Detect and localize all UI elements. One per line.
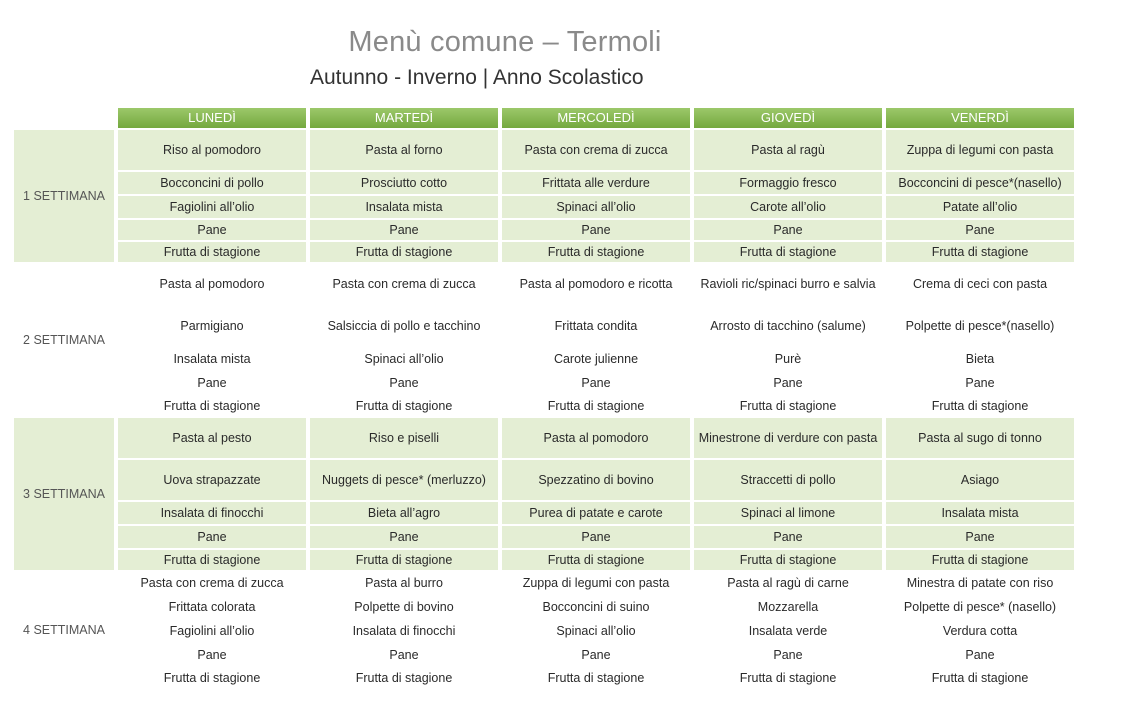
menu-cell: Nuggets di pesce* (merluzzo) bbox=[310, 460, 498, 500]
menu-cell: Pane bbox=[886, 220, 1074, 240]
menu-row bbox=[14, 460, 1074, 500]
menu-cell: Insalata verde bbox=[694, 620, 882, 642]
menu-body bbox=[14, 130, 1074, 688]
menu-cell: Ravioli ric/spinaci burro e salvia bbox=[694, 264, 882, 304]
menu-cell: Pasta al burro bbox=[310, 572, 498, 594]
menu-row bbox=[14, 172, 1074, 194]
day-header: GIOVEDÌ bbox=[694, 108, 882, 128]
menu-cell: Pane bbox=[886, 644, 1074, 666]
menu-cell: Carote julienne bbox=[502, 348, 690, 370]
menu-cell: Frutta di stagione bbox=[310, 242, 498, 262]
menu-cell: Pasta al pomodoro e ricotta bbox=[502, 264, 690, 304]
menu-cell: Bieta bbox=[886, 348, 1074, 370]
menu-cell: Frutta di stagione bbox=[886, 242, 1074, 262]
menu-cell: Purè bbox=[694, 348, 882, 370]
menu-row bbox=[14, 306, 1074, 346]
menu-cell: Frittata condita bbox=[502, 306, 690, 346]
menu-cell: Asiago bbox=[886, 460, 1074, 500]
menu-cell: Pasta al pesto bbox=[118, 418, 306, 458]
menu-cell: Minestrone di verdure con pasta bbox=[694, 418, 882, 458]
week-label: 1 SETTIMANA bbox=[14, 130, 114, 262]
menu-row bbox=[14, 196, 1074, 218]
menu-cell: Frutta di stagione bbox=[310, 396, 498, 416]
menu-cell: Pasta al pomodoro bbox=[502, 418, 690, 458]
menu-row bbox=[14, 130, 1074, 170]
menu-cell: Crema di ceci con pasta bbox=[886, 264, 1074, 304]
menu-cell: Arrosto di tacchino (salume) bbox=[694, 306, 882, 346]
menu-cell: Pasta al pomodoro bbox=[118, 264, 306, 304]
menu-cell: Spinaci all’olio bbox=[502, 620, 690, 642]
menu-cell: Frutta di stagione bbox=[118, 550, 306, 570]
menu-row bbox=[14, 396, 1074, 416]
day-header-row bbox=[14, 108, 1074, 128]
menu-cell: Polpette di bovino bbox=[310, 596, 498, 618]
menu-cell: Frutta di stagione bbox=[694, 396, 882, 416]
menu-cell: Pane bbox=[886, 526, 1074, 548]
corner-cell bbox=[14, 108, 114, 128]
menu-row bbox=[14, 502, 1074, 524]
menu-cell: Bocconcini di suino bbox=[502, 596, 690, 618]
menu-row bbox=[14, 572, 1074, 594]
menu-cell: Frittata alle verdure bbox=[502, 172, 690, 194]
week-label: 2 SETTIMANA bbox=[14, 264, 114, 416]
menu-cell: Frutta di stagione bbox=[502, 396, 690, 416]
menu-cell: Pane bbox=[502, 372, 690, 394]
menu-cell: Patate all’olio bbox=[886, 196, 1074, 218]
menu-cell: Pane bbox=[694, 220, 882, 240]
menu-cell: Pane bbox=[118, 372, 306, 394]
menu-cell: Frutta di stagione bbox=[118, 668, 306, 688]
day-header: VENERDÌ bbox=[886, 108, 1074, 128]
page-title: Menù comune – Termoli bbox=[348, 26, 662, 58]
page-subtitle: Autunno - Inverno | Anno Scolastico bbox=[310, 66, 644, 89]
menu-cell: Insalata di finocchi bbox=[118, 502, 306, 524]
menu-cell: Prosciutto cotto bbox=[310, 172, 498, 194]
menu-cell: Frutta di stagione bbox=[310, 668, 498, 688]
menu-cell: Frutta di stagione bbox=[886, 396, 1074, 416]
menu-cell: Pasta al ragù bbox=[694, 130, 882, 170]
menu-cell: Spinaci all’olio bbox=[310, 348, 498, 370]
menu-cell: Pane bbox=[118, 220, 306, 240]
menu-cell: Spezzatino di bovino bbox=[502, 460, 690, 500]
menu-cell: Polpette di pesce*(nasello) bbox=[886, 306, 1074, 346]
menu-row bbox=[14, 220, 1074, 240]
menu-cell: Frittata colorata bbox=[118, 596, 306, 618]
day-header: MERCOLEDÌ bbox=[502, 108, 690, 128]
menu-cell: Straccetti di pollo bbox=[694, 460, 882, 500]
menu-cell: Polpette di pesce* (nasello) bbox=[886, 596, 1074, 618]
menu-cell: Pane bbox=[310, 526, 498, 548]
menu-row bbox=[14, 372, 1074, 394]
menu-cell: Pasta al forno bbox=[310, 130, 498, 170]
menu-cell: Pane bbox=[694, 526, 882, 548]
menu-row bbox=[14, 596, 1074, 618]
week-label: 3 SETTIMANA bbox=[14, 418, 114, 570]
menu-cell: Pasta al ragù di carne bbox=[694, 572, 882, 594]
menu-cell: Spinaci al limone bbox=[694, 502, 882, 524]
menu-cell: Pane bbox=[502, 220, 690, 240]
menu-row bbox=[14, 242, 1074, 262]
day-header: LUNEDÌ bbox=[118, 108, 306, 128]
menu-cell: Verdura cotta bbox=[886, 620, 1074, 642]
menu-cell: Riso e piselli bbox=[310, 418, 498, 458]
menu-cell: Salsiccia di pollo e tacchino bbox=[310, 306, 498, 346]
menu-cell: Spinaci all’olio bbox=[502, 196, 690, 218]
menu-cell: Purea di patate e carote bbox=[502, 502, 690, 524]
menu-cell: Insalata di finocchi bbox=[310, 620, 498, 642]
menu-cell: Frutta di stagione bbox=[118, 242, 306, 262]
menu-row bbox=[14, 668, 1074, 688]
menu-cell: Uova strapazzate bbox=[118, 460, 306, 500]
menu-cell: Riso al pomodoro bbox=[118, 130, 306, 170]
day-header: MARTEDÌ bbox=[310, 108, 498, 128]
menu-cell: Bocconcini di pesce*(nasello) bbox=[886, 172, 1074, 194]
menu-cell: Frutta di stagione bbox=[502, 242, 690, 262]
menu-cell: Frutta di stagione bbox=[886, 668, 1074, 688]
menu-cell: Pane bbox=[310, 644, 498, 666]
menu-cell: Pasta con crema di zucca bbox=[310, 264, 498, 304]
menu-cell: Parmigiano bbox=[118, 306, 306, 346]
menu-row bbox=[14, 620, 1074, 642]
menu-cell: Fagiolini all’olio bbox=[118, 196, 306, 218]
menu-row bbox=[14, 526, 1074, 548]
menu-cell: Mozzarella bbox=[694, 596, 882, 618]
menu-cell: Pane bbox=[118, 644, 306, 666]
menu-row bbox=[14, 644, 1074, 666]
menu-cell: Frutta di stagione bbox=[502, 668, 690, 688]
menu-cell: Insalata mista bbox=[118, 348, 306, 370]
menu-cell: Frutta di stagione bbox=[502, 550, 690, 570]
menu-cell: Bieta all’agro bbox=[310, 502, 498, 524]
menu-cell: Formaggio fresco bbox=[694, 172, 882, 194]
menu-cell: Pasta con crema di zucca bbox=[502, 130, 690, 170]
menu-table bbox=[10, 106, 1078, 690]
menu-cell: Pane bbox=[310, 372, 498, 394]
menu-cell: Bocconcini di pollo bbox=[118, 172, 306, 194]
menu-cell: Frutta di stagione bbox=[694, 242, 882, 262]
menu-cell: Pane bbox=[502, 644, 690, 666]
menu-cell: Fagiolini all’olio bbox=[118, 620, 306, 642]
menu-row bbox=[14, 550, 1074, 570]
menu-cell: Frutta di stagione bbox=[118, 396, 306, 416]
menu-row bbox=[14, 264, 1074, 304]
menu-cell: Insalata mista bbox=[310, 196, 498, 218]
menu-cell: Pane bbox=[310, 220, 498, 240]
menu-cell: Pane bbox=[694, 644, 882, 666]
menu-cell: Frutta di stagione bbox=[310, 550, 498, 570]
menu-cell: Pasta con crema di zucca bbox=[118, 572, 306, 594]
menu-cell: Pane bbox=[886, 372, 1074, 394]
menu-cell: Carote all’olio bbox=[694, 196, 882, 218]
menu-cell: Minestra di patate con riso bbox=[886, 572, 1074, 594]
menu-cell: Frutta di stagione bbox=[694, 550, 882, 570]
menu-row bbox=[14, 418, 1074, 458]
menu-cell: Pane bbox=[118, 526, 306, 548]
menu-cell: Pasta al sugo di tonno bbox=[886, 418, 1074, 458]
menu-cell: Zuppa di legumi con pasta bbox=[886, 130, 1074, 170]
menu-cell: Frutta di stagione bbox=[694, 668, 882, 688]
menu-cell: Pane bbox=[502, 526, 690, 548]
menu-cell: Zuppa di legumi con pasta bbox=[502, 572, 690, 594]
menu-cell: Pane bbox=[694, 372, 882, 394]
week-label: 4 SETTIMANA bbox=[14, 572, 114, 688]
menu-row bbox=[14, 348, 1074, 370]
menu-cell: Frutta di stagione bbox=[886, 550, 1074, 570]
menu-cell: Insalata mista bbox=[886, 502, 1074, 524]
